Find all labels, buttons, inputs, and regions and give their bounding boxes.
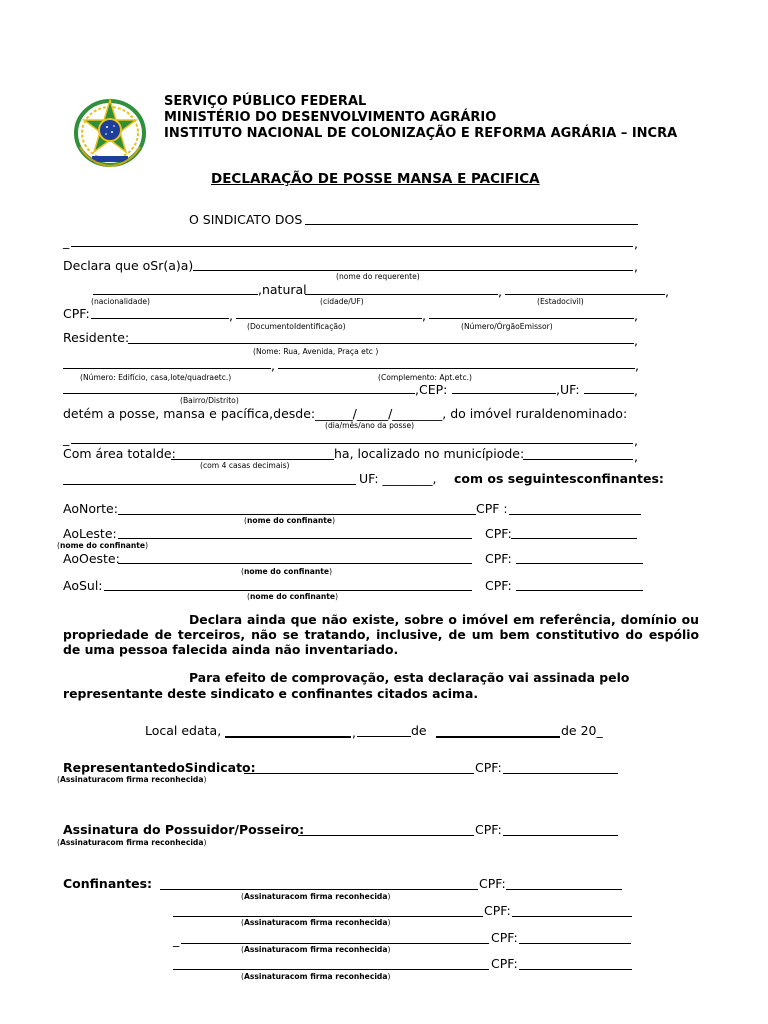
confinante-1-cpf-field[interactable]: [506, 889, 622, 890]
comma-mark: ,: [498, 284, 502, 299]
de-label: de: [411, 723, 427, 738]
cpf-norte-label: CPF :: [476, 501, 508, 516]
natural-label: ,natural: [258, 282, 307, 297]
cpf-field[interactable]: [91, 318, 229, 319]
ao-oeste-field[interactable]: [118, 563, 472, 564]
cpf-leste-label: CPF:: [485, 526, 512, 541]
numero-edificio-field[interactable]: [63, 368, 271, 369]
area-total-field[interactable]: [171, 459, 334, 460]
header-line-3: INSTITUTO NACIONAL DE COLONIZAÇÃO E REFORMA AGRÁRIA – INCRA: [164, 126, 678, 141]
cpf-sul-label: CPF:: [485, 578, 512, 593]
confinante-3-cpf-field[interactable]: [519, 943, 631, 944]
mes-field[interactable]: [436, 736, 560, 738]
confinante-2-cpf-label: CPF:: [484, 903, 511, 918]
cidade-uf-hint: (cidade/UF): [320, 297, 364, 306]
confinante-3-signature-field[interactable]: [181, 943, 489, 944]
comma-mark: ,: [635, 358, 639, 373]
dia-mes-ano-hint: (dia/mês/ano da posse): [325, 421, 415, 430]
confinante-1-signature-field[interactable]: [160, 889, 478, 890]
firma-reconhecida-hint: (Assinaturacom firma reconhecida): [241, 918, 391, 927]
firma-reconhecida-hint: (Assinaturacom firma reconhecida): [57, 775, 207, 784]
firma-reconhecida-hint: (Assinaturacom firma reconhecida): [57, 838, 207, 847]
cep-field[interactable]: [452, 393, 556, 394]
cpf-oeste-label: CPF:: [485, 551, 512, 566]
complemento-hint: (Complemento: Apt.etc.): [378, 373, 472, 382]
representante-cpf-field[interactable]: [503, 773, 618, 774]
ao-norte-label: AoNorte:: [63, 501, 118, 516]
comma-mark: ,: [229, 308, 233, 323]
underscore-mark: _: [63, 431, 70, 446]
requerente-field[interactable]: [193, 270, 633, 271]
cidade-uf-field[interactable]: [305, 294, 498, 295]
underscore-mark: _: [63, 234, 70, 249]
estadocivil-hint: (Estadocivil): [537, 297, 584, 306]
header-line-2: MINISTÉRIO DO DESENVOLVIMENTO AGRÁRIO: [164, 110, 497, 125]
nacionalidade-field[interactable]: [93, 294, 258, 295]
documento-hint: (DocumentoIdentificação): [247, 322, 346, 331]
underscore-mark: _: [173, 932, 180, 947]
coat-of-arms-seal: [70, 92, 150, 170]
uf-label: ,UF:: [556, 382, 580, 397]
confinantes-intro: com os seguintesconfinantes:: [454, 471, 664, 486]
brazil-coat-of-arms-icon: [70, 92, 150, 170]
complemento-field[interactable]: [278, 368, 635, 369]
header-line-1: SERVIÇO PÚBLICO FEDERAL: [164, 94, 367, 109]
firma-reconhecida-hint: (Assinaturacom firma reconhecida): [241, 945, 391, 954]
documento-field[interactable]: [236, 318, 422, 319]
nome-confinante-hint: (nome do confinante): [57, 541, 149, 550]
imovel-denominado-field[interactable]: [71, 443, 633, 444]
comma-mark: ,: [422, 308, 426, 323]
sindicato-field[interactable]: [305, 224, 638, 225]
cpf-norte-field[interactable]: [509, 514, 641, 515]
dia-field[interactable]: [357, 736, 411, 737]
nacionalidade-hint: (nacionalidade): [91, 297, 150, 306]
declara-label: Declara que oSr(a)a): [63, 258, 194, 273]
confinante-1-cpf-label: CPF:: [479, 876, 506, 891]
comma-mark: ,: [634, 333, 638, 348]
area-total-label: Com área totalde:: [63, 446, 176, 461]
ao-sul-field[interactable]: [104, 590, 472, 591]
detem-posse-text: detém a posse, mansa e pacífica,desde:______/_____/________, do imóvel ruraldenominado:: [63, 406, 628, 421]
nome-confinante-hint: (nome do confinante): [241, 567, 333, 576]
comma-mark: ,: [634, 259, 638, 274]
residente-label: Residente:: [63, 330, 130, 345]
ao-sul-label: AoSul:: [63, 578, 103, 593]
comma-mark: ,: [634, 236, 638, 251]
declaracao-paragraph: Declara ainda que não existe, sobre o imóvel em referência, domínio ou propriedade de terceiros, não se tratando, inclusive, de um bem constitutivo do espólio de uma pessoa falecida ainda não inventariado.: [63, 612, 699, 657]
comprovacao-line-2: representante deste sindicato e confinantes citados acima.: [63, 686, 479, 701]
confinante-3-cpf-label: CPF:: [491, 930, 518, 945]
confinante-4-cpf-label: CPF:: [491, 956, 518, 971]
possuidor-signature-field[interactable]: [298, 835, 474, 836]
cep-label: ,CEP:: [415, 382, 448, 397]
localizado-label: ha, localizado no municípiode:: [334, 446, 525, 461]
bairro-hint: (Bairro/Distrito): [180, 396, 239, 405]
confinante-4-cpf-field[interactable]: [519, 969, 632, 970]
document-title: DECLARAÇÃO DE POSSE MANSA E PACIFICA: [211, 171, 540, 187]
possuidor-cpf-label: CPF:: [475, 822, 502, 837]
comprovacao-line-1: Para efeito de comprovação, esta declaração vai assinada pelo: [189, 670, 630, 685]
endereco-field[interactable]: [128, 343, 634, 344]
confinante-2-cpf-field[interactable]: [512, 916, 632, 917]
nome-confinante-hint: (nome do confinante): [244, 516, 336, 525]
nome-requerente-hint: (nome do requerente): [336, 272, 420, 281]
comma-mark: ,: [634, 449, 638, 464]
possuidor-label: Assinatura do Possuidor/Posseiro:: [63, 822, 305, 837]
comma-mark: ,: [271, 358, 275, 373]
comma-mark: ,: [665, 284, 669, 299]
firma-reconhecida-hint: (Assinaturacom firma reconhecida): [241, 972, 391, 981]
uf2-label: UF: ________,: [359, 471, 437, 486]
representante-signature-field[interactable]: [244, 773, 474, 774]
local-field[interactable]: [225, 736, 351, 738]
confinante-4-signature-field[interactable]: [173, 969, 489, 970]
ano-label: de 20_: [561, 723, 603, 738]
comma-mark: ,: [634, 383, 638, 398]
municipio-continued-field[interactable]: [63, 484, 356, 485]
sindicato-label: O SINDICATO DOS: [189, 212, 303, 227]
bairro-field[interactable]: [63, 393, 415, 394]
local-data-label: Local edata,: [145, 723, 222, 738]
numero-edificio-hint: (Número: Edifício, casa,lote/quadraetc.): [80, 373, 232, 382]
orgao-emissor-hint: (Número/ÓrgãoEmissor): [461, 322, 553, 331]
cpf-sul-field[interactable]: [516, 590, 643, 591]
ao-leste-label: AoLeste:: [63, 526, 117, 541]
ao-leste-field[interactable]: [118, 538, 472, 539]
casas-decimais-hint: (com 4 casas decimais): [200, 461, 290, 470]
cpf-oeste-field[interactable]: [516, 563, 643, 564]
orgao-emissor-field[interactable]: [429, 318, 634, 319]
nome-confinante-hint: (nome do confinante): [247, 592, 339, 601]
comma-mark: ,: [352, 725, 356, 740]
comma-mark: ,: [634, 308, 638, 323]
uf-field[interactable]: [584, 393, 634, 394]
firma-reconhecida-hint: (Assinaturacom firma reconhecida): [241, 892, 391, 901]
estadocivil-field[interactable]: [505, 294, 665, 295]
municipio-field[interactable]: [523, 459, 633, 460]
ao-oeste-label: AoOeste:: [63, 551, 120, 566]
representante-cpf-label: CPF:: [475, 760, 502, 775]
confinantes-signature-label: Confinantes:: [63, 876, 153, 891]
ao-norte-field[interactable]: [118, 514, 476, 515]
sindicato-continued-field[interactable]: [71, 246, 633, 247]
cpf-label: CPF:: [63, 306, 90, 321]
confinante-2-signature-field[interactable]: [173, 916, 483, 917]
representante-label: RepresentantedoSindicato:: [63, 760, 256, 775]
possuidor-cpf-field[interactable]: [503, 835, 618, 836]
endereco-hint: (Nome: Rua, Avenida, Praça etc ): [253, 347, 379, 356]
comma-mark: ,: [634, 433, 638, 448]
cpf-leste-field[interactable]: [511, 538, 637, 539]
